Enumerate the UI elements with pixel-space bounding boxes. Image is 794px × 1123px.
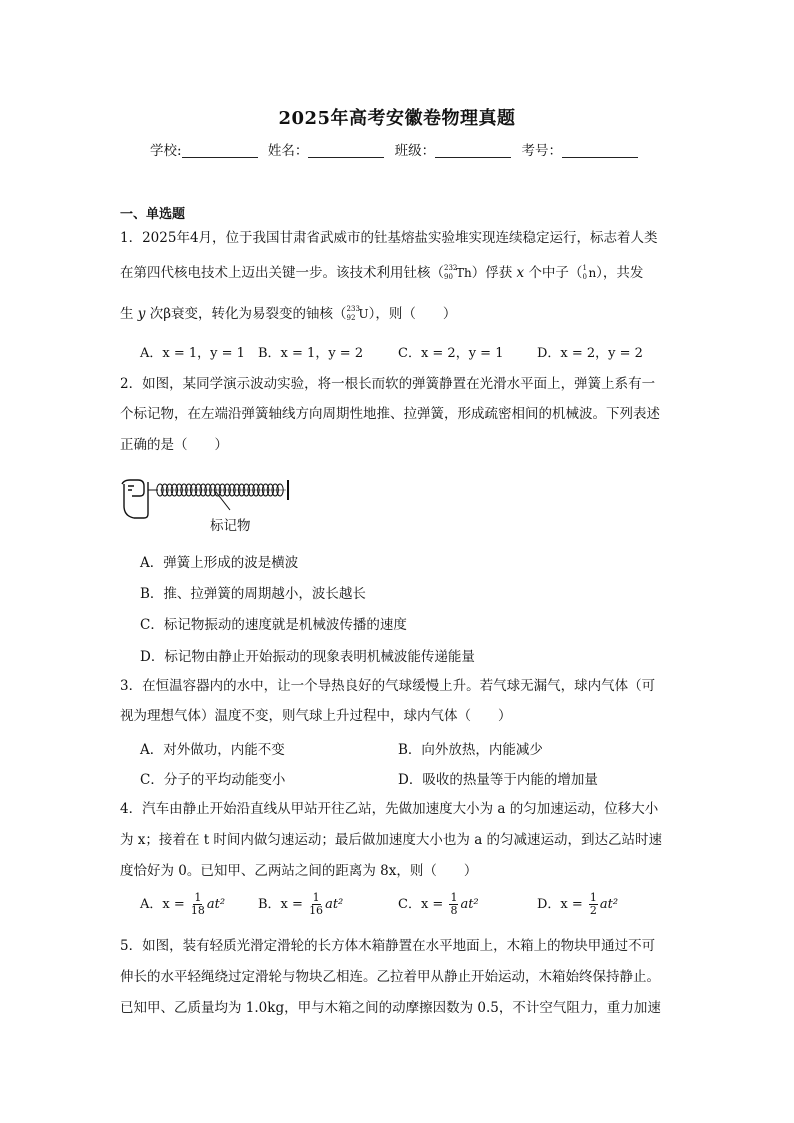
page-title: 2025年高考安徽卷物理真题: [278, 108, 516, 129]
name-label: 姓名：: [267, 143, 309, 159]
q5-line-2: 伸长的水平轻绳绕过定滑轮与物块乙相连。乙拉着甲从静止开始运动，木箱始终保持静止。: [120, 969, 660, 985]
spring-figure: [118, 470, 298, 540]
q4-option-b[interactable]: B．x = $\frac{1}{16}$ at²: [258, 891, 344, 917]
q4-option-c[interactable]: C．x = $\frac{1}{8}$ at²: [398, 891, 479, 917]
school-blank[interactable]: [182, 143, 258, 158]
q3-option-d[interactable]: D．吸收的热量等于内能的增加量: [398, 772, 598, 788]
q3-option-c[interactable]: C．分子的平均动能变小: [140, 772, 286, 788]
q2-option-d[interactable]: D．标记物由静止开始振动的现象表明机械波能传递能量: [140, 649, 475, 665]
q4-line-1: 4．汽车由静止开始沿直线从甲站开往乙站，先做加速度大小为 a 的匀加速运动，位移大小: [120, 801, 659, 817]
marker-label: 标记物: [210, 518, 251, 534]
q2-line-2: 个标记物，在左端沿弹簧轴线方向周期性地推、拉弹簧，形成疏密相间的机械波。下列表述: [120, 406, 660, 422]
q4-option-a[interactable]: A．x = $\frac{1}{18}$ at²: [140, 891, 226, 917]
q2-option-b[interactable]: B．推、拉弹簧的周期越小，波长越长: [140, 586, 366, 602]
q2-option-c[interactable]: C．标记物振动的速度就是机械波传播的速度: [140, 617, 407, 633]
student-info-line: [0, 139, 794, 159]
q3-option-b[interactable]: B．向外放热，内能减少: [398, 742, 543, 758]
id-blank[interactable]: [562, 143, 638, 158]
q1-line-3: 生 y 次β衰变，转化为易裂变的铀核（ 233 92 U），则（ ）: [120, 304, 457, 322]
thorium-nucleus: 232 90 Th: [444, 263, 472, 281]
id-label: 考号：: [521, 143, 562, 159]
school-label: 学校:: [150, 143, 182, 159]
q4-line-2: 为 x；接着在 t 时间内做匀速运动；最后做加速度大小也为 a 的匀减速运动，到达乙站时速: [120, 832, 663, 848]
q1-line-1: 1．2025年4月，位于我国甘肃省武威市的钍基熔盐实验堆实现连续稳定运行，标志着人类: [120, 230, 658, 246]
q4-option-d[interactable]: D．x = $\frac{1}{2}$ at²: [537, 891, 619, 917]
q1-option-c[interactable]: C．x = 2，y = 1: [398, 346, 504, 361]
q1-option-b[interactable]: B．x = 1，y = 2: [258, 346, 364, 361]
uranium-nucleus: 233 92 U: [346, 304, 369, 322]
section-heading: 一、单选题: [120, 207, 186, 222]
q3-option-a[interactable]: A．对外做功，内能不变: [140, 742, 285, 758]
name-blank[interactable]: [308, 143, 384, 158]
q4-line-3: 度恰好为 0。已知甲、乙两站之间的距离为 8x，则（ ）: [120, 863, 478, 879]
class-blank[interactable]: [435, 143, 511, 158]
q5-line-3: 已知甲、乙质量均为 1.0kg，甲与木箱之间的动摩擦因数为 0.5，不计空气阻力，重力加速: [120, 1000, 661, 1016]
q1-option-a[interactable]: A．x = 1，y = 1: [140, 346, 245, 361]
q2-option-a[interactable]: A．弹簧上形成的波是横波: [140, 555, 299, 571]
marker-pointer: [216, 492, 230, 510]
q1-line-2: 在第四代核电技术上迈出关键一步。该技术利用钍核（ 232 90 Th）俘获 x 个中子（ 1 0 n），共发: [120, 263, 644, 281]
q2-line-1: 2．如图，某同学演示波动实验，将一根长而软的弹簧静置在光滑水平面上，弹簧上系有一: [120, 376, 656, 392]
q3-line-2: 视为理想气体）温度不变，则气球上升过程中，球内气体（ ）: [120, 708, 512, 724]
hand-icon: [122, 480, 148, 518]
q3-line-1: 3．在恒温容器内的水中，让一个导热良好的气球缓慢上升。若气球无漏气，球内气体（可: [120, 678, 656, 694]
neutron: 1 0 n: [582, 263, 597, 281]
q1-option-d[interactable]: D．x = 2，y = 2: [537, 346, 643, 361]
q5-line-1: 5．如图，装有轻质光滑定滑轮的长方体木箱静置在水平地面上，木箱上的物块甲通过不可: [120, 938, 656, 954]
q2-line-3: 正确的是（ ）: [120, 437, 228, 453]
class-label: 班级：: [394, 143, 436, 159]
